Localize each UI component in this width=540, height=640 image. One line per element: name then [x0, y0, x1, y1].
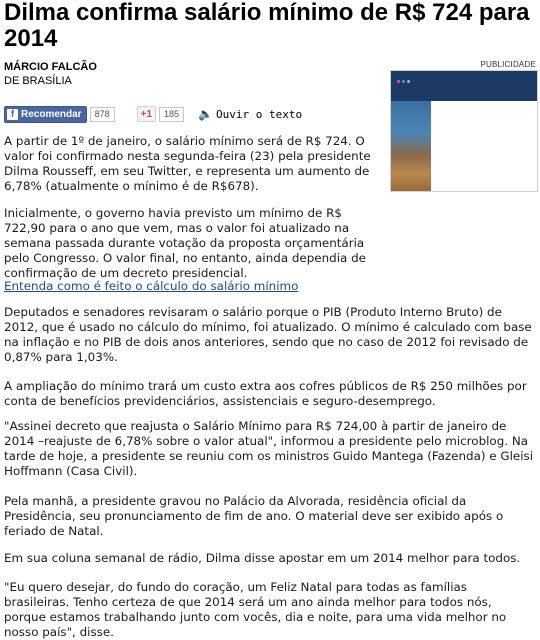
- facebook-recommend-button[interactable]: [4, 106, 87, 123]
- author-location: DE BRASÍLIA: [4, 75, 72, 87]
- paragraph-5: "Assinei decreto que reajusta o Salário Mínimo para R$ 724,00 à partir de janeiro de 2014 –reajuste de 6,78% sobre o valor atual", informou a presidente pelo microblog. Na tarde de hoje, a presidente se reuniu com os ministros Guido Mantega (Fazenda) e Gleisi Hoffmann (Casa Civil).: [4, 419, 534, 478]
- ad-label: PUBLICIDADE: [480, 60, 536, 69]
- facebook-count: 878: [90, 107, 115, 122]
- listen-label: Ouvir o texto: [216, 107, 303, 121]
- article-title: Dilma confirma salário mínimo de R$ 724 para 2014: [4, 0, 530, 52]
- facebook-recommend-label: Recomendar: [21, 108, 82, 120]
- ad-dots-icon: [397, 77, 412, 85]
- gplus-button[interactable]: [137, 106, 156, 122]
- listen-button[interactable]: [198, 107, 302, 121]
- paragraph-6: Pela manhã, a presidente gravou no Palácio da Alvorada, residência oficial da Presidência, seu pronunciamento de fim de ano. O material deve ser exibido após o feriado de Natal.: [4, 494, 504, 538]
- gplus-count: 185: [159, 107, 184, 122]
- calculation-link[interactable]: Entenda como é feito o cálculo do salário mínimo: [4, 279, 299, 293]
- gplus-label: +1: [140, 108, 153, 120]
- share-bar: [4, 106, 302, 122]
- paragraph-4: A ampliação do mínimo trará um custo extra aos cofres públicos de R$ 250 milhões por conta de benefícios previdenciários, assistenciais e seguro-desemprego.: [4, 379, 527, 408]
- ad-image: [391, 101, 431, 191]
- paragraph-8: "Eu quero desejar, do fundo do coração, um Feliz Natal para todas as famílias brasileiras. Tenho certeza de que 2014 será um ano ainda melhor para todos nós, porque estamos trabalhando junto com vocês, dia e noite, para uma vida melhor no nosso país", disse.: [4, 580, 507, 639]
- paragraph-1: A partir de 1º de janeiro, o salário mínimo será de R$ 724. O valor foi confirmado nesta segunda-feira (23) pela presidente Dilma Rousseff, em seu Twitter, e representa um aumento de 6,78% (atualmente o mínimo é de R$678).: [4, 134, 371, 193]
- author-name[interactable]: MÁRCIO FALCÃO: [4, 61, 97, 73]
- facebook-icon: f: [7, 109, 18, 120]
- advertisement[interactable]: [390, 70, 538, 192]
- ad-banner: [391, 71, 537, 101]
- paragraph-3: Deputados e senadores revisaram o salário porque o PIB (Produto Interno Bruto) de 2012, que é usado no cálculo do mínimo, foi atualizado. O mínimo é calculado com base na inflação e no PIB de dois anos anteriores, sendo que no caso de 2012 foi revisado de 0,87% para 1,03%.: [4, 305, 532, 364]
- paragraph-7: Em sua coluna semanal de rádio, Dilma disse apostar em um 2014 melhor para todos.: [4, 551, 521, 565]
- paragraph-2: Inicialmente, o governo havia previsto um mínimo de R$ 722,90 para o ano que vem, mas o valor foi atualizado na semana passada durante votação da proposta orçamentária pelo Congresso. O valor final, no entanto, ainda dependia de confirmação de um decreto presidencial.: [4, 206, 366, 280]
- speaker-icon: 🔈: [198, 107, 213, 121]
